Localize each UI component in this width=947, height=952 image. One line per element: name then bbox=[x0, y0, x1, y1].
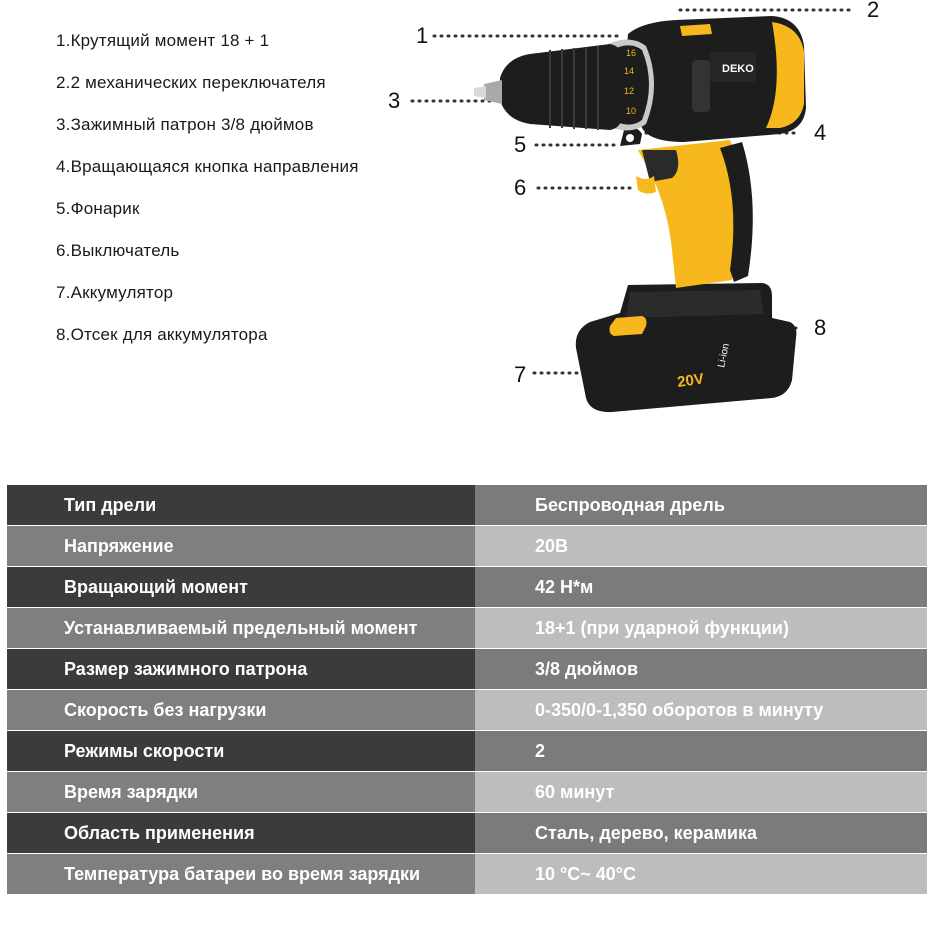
feature-item: 2.2 механических переключателя bbox=[56, 73, 326, 92]
spec-label: Температура батареи во время зарядки bbox=[7, 854, 475, 894]
callout-number: 8 bbox=[814, 315, 827, 340]
spec-label: Область применения bbox=[7, 813, 475, 853]
table-row bbox=[7, 731, 927, 771]
feature-item: 4.Вращающаяся кнопка направления bbox=[56, 157, 359, 176]
drill-handle bbox=[636, 140, 753, 288]
callout-number: 1 bbox=[416, 23, 429, 48]
spec-label: Размер зажимного патрона bbox=[7, 649, 475, 689]
spec-label: Напряжение bbox=[7, 526, 475, 566]
table-row bbox=[7, 649, 927, 689]
spec-value: 10 °C~ 40°C bbox=[475, 854, 927, 894]
feature-item: 3.Зажимный патрон 3/8 дюймов bbox=[56, 115, 314, 134]
feature-list bbox=[56, 28, 359, 364]
drill-illustration bbox=[380, 0, 880, 430]
spec-value: 0-350/0-1,350 оборотов в минуту bbox=[475, 690, 927, 730]
spec-label: Вращающий момент bbox=[7, 567, 475, 607]
callout-number: 5 bbox=[514, 132, 527, 157]
callout-number: 2 bbox=[867, 0, 880, 22]
spec-value: 42 Н*м bbox=[475, 567, 927, 607]
spec-value: 2 bbox=[475, 731, 927, 771]
spec-value: 18+1 (при ударной функции) bbox=[475, 608, 927, 648]
table-row bbox=[7, 854, 927, 894]
spec-value: 60 минут bbox=[475, 772, 927, 812]
table-row bbox=[7, 690, 927, 730]
drill-diagram bbox=[380, 0, 880, 430]
specifications-table bbox=[7, 485, 927, 895]
clutch-mark: 10 bbox=[626, 106, 637, 116]
table-row bbox=[7, 813, 927, 853]
spec-label: Устанавливаемый предельный момент bbox=[7, 608, 475, 648]
bit-holder bbox=[484, 80, 502, 104]
brand-label: DEKO bbox=[722, 63, 754, 75]
clutch-mark: 12 bbox=[624, 86, 635, 96]
feature-item: 8.Отсек для аккумулятора bbox=[56, 325, 268, 344]
spec-label: Тип дрели bbox=[7, 485, 475, 525]
flashlight-led bbox=[626, 134, 634, 142]
table-row bbox=[7, 772, 927, 812]
chuck bbox=[474, 44, 622, 130]
battery-type-label: Li-ion bbox=[716, 342, 733, 369]
spec-value: 20В bbox=[475, 526, 927, 566]
spec-value: Сталь, дерево, керамика bbox=[475, 813, 927, 853]
table-row bbox=[7, 526, 927, 566]
battery-pack bbox=[576, 283, 797, 412]
clutch-mark: 14 bbox=[624, 66, 635, 76]
feature-item: 6.Выключатель bbox=[56, 241, 180, 260]
table-row bbox=[7, 567, 927, 607]
feature-item: 1.Крутящий момент 18 + 1 bbox=[56, 31, 270, 50]
callout-number: 6 bbox=[514, 175, 527, 200]
battery-voltage-label: 20V bbox=[676, 370, 705, 391]
spec-label: Скорость без нагрузки bbox=[7, 690, 475, 730]
callout-number: 4 bbox=[814, 120, 827, 145]
spec-value: 3/8 дюймов bbox=[475, 649, 927, 689]
callout-number: 7 bbox=[514, 362, 527, 387]
callout-number: 3 bbox=[388, 88, 401, 113]
feature-item: 7.Аккумулятор bbox=[56, 283, 174, 302]
feature-item: 5.Фонарик bbox=[56, 199, 140, 218]
spec-value: Беспроводная дрель bbox=[475, 485, 927, 525]
clutch-mark: 16 bbox=[626, 48, 637, 58]
spec-label: Режимы скорости bbox=[7, 731, 475, 771]
spec-label: Время зарядки bbox=[7, 772, 475, 812]
table-row bbox=[7, 608, 927, 648]
table-row bbox=[7, 485, 927, 525]
